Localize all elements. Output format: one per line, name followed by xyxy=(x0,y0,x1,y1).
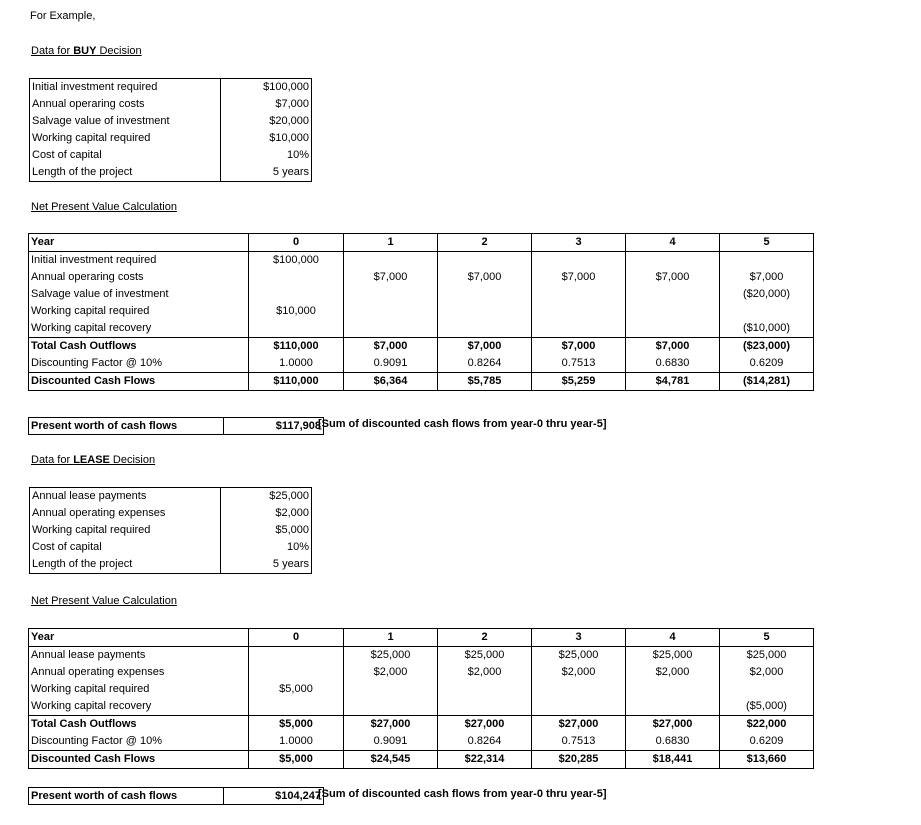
intro-text: For Example, xyxy=(30,10,96,22)
cell xyxy=(249,286,344,303)
buy-initial-row xyxy=(29,252,814,270)
cell: $25,000 xyxy=(344,647,438,665)
row-label: Discounting Factor @ 10% xyxy=(29,355,249,373)
cell: $7,000 xyxy=(626,269,720,286)
lease-inputs-table xyxy=(29,487,312,574)
cell: 0.8264 xyxy=(438,733,532,751)
cell: 0.7513 xyxy=(532,733,626,751)
lease-input-label: Working capital required xyxy=(30,522,221,539)
cell xyxy=(626,698,720,716)
buy-input-value: $10,000 xyxy=(269,132,309,144)
cell xyxy=(344,681,438,698)
cell: $110,000 xyxy=(249,338,344,356)
year-cell: 0 xyxy=(249,234,344,252)
cell: $100,000 xyxy=(249,252,344,270)
cell: 1.0000 xyxy=(249,355,344,373)
year-cell: 4 xyxy=(626,234,720,252)
year-cell: 1 xyxy=(344,234,438,252)
cell: $5,000 xyxy=(249,716,344,734)
lease-input-row xyxy=(30,522,312,539)
buy-present-worth xyxy=(28,417,324,435)
row-label: Salvage value of investment xyxy=(29,286,249,303)
row-label: Annual operaring costs xyxy=(29,269,249,286)
row-label: Working capital required xyxy=(29,681,249,698)
cell xyxy=(344,698,438,716)
row-label: Discounted Cash Flows xyxy=(29,373,249,391)
buy-input-label: Length of the project xyxy=(30,164,221,182)
lease-df-row xyxy=(29,733,814,751)
cell xyxy=(626,681,720,698)
row-label: Annual lease payments xyxy=(29,647,249,665)
cell: $110,000 xyxy=(249,373,344,391)
cell: $7,000 xyxy=(344,338,438,356)
cell xyxy=(344,320,438,338)
cell: $27,000 xyxy=(438,716,532,734)
row-label: Discounting Factor @ 10% xyxy=(29,733,249,751)
row-label: Working capital recovery xyxy=(29,698,249,716)
pw-spacer xyxy=(224,418,245,435)
cell: $27,000 xyxy=(532,716,626,734)
row-label: Total Cash Outflows xyxy=(29,338,249,356)
buy-df-row xyxy=(29,355,814,373)
buy-dcf-row xyxy=(29,373,814,391)
buy-input-label: Cost of capital xyxy=(30,147,221,164)
cell xyxy=(438,681,532,698)
row-label: Working capital recovery xyxy=(29,320,249,338)
cell xyxy=(344,252,438,270)
lease-data-heading xyxy=(31,454,155,466)
cell: $27,000 xyxy=(626,716,720,734)
buy-data-heading xyxy=(31,45,142,57)
year-label: Year xyxy=(29,234,249,252)
lease-dcf-row xyxy=(29,751,814,769)
cell: $25,000 xyxy=(626,647,720,665)
cell: $5,000 xyxy=(249,681,344,698)
lease-input-value: $5,000 xyxy=(275,524,309,536)
pw-label: Present worth of cash flows xyxy=(29,788,224,805)
cell: 0.9091 xyxy=(344,355,438,373)
cell: $22,000 xyxy=(720,716,814,734)
buy-input-label: Working capital required xyxy=(30,130,221,147)
cell: $7,000 xyxy=(438,338,532,356)
lease-opex-row xyxy=(29,664,814,681)
cell: 0.9091 xyxy=(344,733,438,751)
cell xyxy=(438,320,532,338)
cell: 0.6209 xyxy=(749,357,784,369)
cell: $2,000 xyxy=(626,664,720,681)
buy-input-label: Annual operaring costs xyxy=(30,96,221,113)
cell xyxy=(249,664,344,681)
cell xyxy=(626,286,720,303)
lease-year-row xyxy=(29,629,814,647)
year-label: Year xyxy=(29,629,249,647)
cell: ($5,000) xyxy=(746,700,787,712)
buy-inputs-table xyxy=(29,78,312,182)
pw-value: $117,908 xyxy=(244,418,324,435)
cell: $4,781 xyxy=(626,373,720,391)
cell xyxy=(249,647,344,665)
cell: ($23,000) xyxy=(720,338,814,356)
buy-heading-suffix: Decision xyxy=(96,45,142,57)
cell: $2,000 xyxy=(532,664,626,681)
cell: $2,000 xyxy=(344,664,438,681)
buy-heading-bold: BUY xyxy=(73,45,97,57)
cell xyxy=(532,303,626,320)
lease-input-value: $25,000 xyxy=(269,490,309,502)
buy-input-row xyxy=(30,164,312,182)
lease-heading-suffix: Decision xyxy=(109,454,156,466)
cell xyxy=(720,303,814,320)
lease-npv-heading: Net Present Value Calculation xyxy=(31,595,177,607)
buy-input-row xyxy=(30,96,312,113)
year-cell: 4 xyxy=(626,629,720,647)
buy-input-row xyxy=(30,130,312,147)
cell xyxy=(344,303,438,320)
cell: 0.6830 xyxy=(626,355,720,373)
cell: $20,285 xyxy=(532,751,626,769)
cell xyxy=(532,681,626,698)
year-cell: 3 xyxy=(532,234,626,252)
row-label: Working capital required xyxy=(29,303,249,320)
cell xyxy=(626,320,720,338)
lease-npv-table xyxy=(28,628,814,769)
cell xyxy=(344,286,438,303)
buy-input-row xyxy=(30,147,312,164)
lease-input-label: Cost of capital xyxy=(30,539,221,556)
buy-input-row xyxy=(30,79,312,97)
cell: $2,000 xyxy=(438,664,532,681)
cell: $7,000 xyxy=(344,269,438,286)
cell: $6,364 xyxy=(344,373,438,391)
year-cell: 5 xyxy=(720,234,814,252)
buy-wc-req-row xyxy=(29,303,814,320)
cell: $7,000 xyxy=(438,269,532,286)
buy-input-label: Initial investment required xyxy=(30,79,221,97)
cell: $7,000 xyxy=(626,338,720,356)
buy-input-row xyxy=(30,113,312,130)
cell: $10,000 xyxy=(249,303,344,320)
lease-pw-row xyxy=(29,788,324,805)
cell: $25,000 xyxy=(746,649,787,661)
pw-spacer xyxy=(224,788,245,805)
lease-input-label: Annual operating expenses xyxy=(30,505,221,522)
cell xyxy=(249,269,344,286)
cell xyxy=(532,286,626,303)
cell xyxy=(438,252,532,270)
buy-pw-note: [Sum of discounted cash flows from year-0 thru year-5] xyxy=(318,418,607,430)
cell: $27,000 xyxy=(344,716,438,734)
buy-input-label: Salvage value of investment xyxy=(30,113,221,130)
lease-input-row xyxy=(30,488,312,506)
year-cell: 5 xyxy=(720,629,814,647)
lease-input-row xyxy=(30,556,312,574)
cell: $5,000 xyxy=(249,751,344,769)
year-cell: 1 xyxy=(344,629,438,647)
lease-wc-req-row xyxy=(29,681,814,698)
lease-input-value: 5 years xyxy=(272,558,309,570)
cell: 0.6830 xyxy=(626,733,720,751)
cell: $7,000 xyxy=(532,269,626,286)
lease-payments-row xyxy=(29,647,814,665)
pw-value: $104,247 xyxy=(244,788,324,805)
row-label: Initial investment required xyxy=(29,252,249,270)
cell: 0.7513 xyxy=(532,355,626,373)
buy-tco-row xyxy=(29,338,814,356)
lease-input-row xyxy=(30,505,312,522)
cell: 0.8264 xyxy=(438,355,532,373)
row-label: Total Cash Outflows xyxy=(29,716,249,734)
pw-label: Present worth of cash flows xyxy=(29,418,224,435)
buy-input-value: $7,000 xyxy=(275,98,309,110)
cell xyxy=(249,320,344,338)
lease-present-worth xyxy=(28,787,324,805)
cell: $18,441 xyxy=(626,751,720,769)
buy-annual-row xyxy=(29,269,814,286)
cell: $2,000 xyxy=(749,666,784,678)
cell: ($20,000) xyxy=(742,288,791,300)
cell xyxy=(438,303,532,320)
cell xyxy=(626,252,720,270)
cell: $5,259 xyxy=(532,373,626,391)
year-cell: 0 xyxy=(249,629,344,647)
cell xyxy=(249,698,344,716)
buy-pw-row xyxy=(29,418,324,435)
buy-wc-rec-row xyxy=(29,320,814,338)
year-cell: 3 xyxy=(532,629,626,647)
lease-heading-prefix: Data for xyxy=(31,454,74,466)
lease-tco-row xyxy=(29,716,814,734)
lease-heading-bold: LEASE xyxy=(73,454,110,466)
cell: $22,314 xyxy=(438,751,532,769)
cell: $7,000 xyxy=(532,338,626,356)
buy-npv-heading: Net Present Value Calculation xyxy=(31,201,177,213)
cell xyxy=(720,681,814,698)
buy-input-value: $20,000 xyxy=(269,115,309,127)
buy-heading-prefix: Data for xyxy=(31,45,74,57)
year-cell: 2 xyxy=(438,234,532,252)
lease-input-label: Length of the project xyxy=(30,556,221,574)
cell: $25,000 xyxy=(438,647,532,665)
buy-input-value: 10% xyxy=(286,149,309,161)
buy-input-value: $100,000 xyxy=(263,81,309,93)
row-label: Discounted Cash Flows xyxy=(29,751,249,769)
cell: $24,545 xyxy=(344,751,438,769)
lease-input-value: 10% xyxy=(286,541,309,553)
lease-input-value: $2,000 xyxy=(275,507,309,519)
cell: $13,660 xyxy=(720,751,814,769)
cell: 1.0000 xyxy=(249,733,344,751)
cell: $25,000 xyxy=(532,647,626,665)
buy-npv-table xyxy=(28,233,814,391)
cell xyxy=(438,698,532,716)
cell xyxy=(438,286,532,303)
lease-pw-note: [Sum of discounted cash flows from year-0 thru year-5] xyxy=(318,788,607,800)
buy-salvage-row xyxy=(29,286,814,303)
lease-input-row xyxy=(30,539,312,556)
buy-year-row xyxy=(29,234,814,252)
year-cell: 2 xyxy=(438,629,532,647)
cell xyxy=(532,698,626,716)
cell: ($10,000) xyxy=(742,322,791,334)
cell xyxy=(532,252,626,270)
cell: ($14,281) xyxy=(720,373,814,391)
cell: $5,785 xyxy=(438,373,532,391)
lease-wc-rec-row xyxy=(29,698,814,716)
row-label: Annual operating expenses xyxy=(29,664,249,681)
cell xyxy=(532,320,626,338)
lease-input-label: Annual lease payments xyxy=(30,488,221,506)
buy-input-value: 5 years xyxy=(272,166,309,178)
cell: $7,000 xyxy=(749,271,784,283)
cell: 0.6209 xyxy=(749,735,784,747)
cell xyxy=(626,303,720,320)
cell xyxy=(720,252,814,270)
